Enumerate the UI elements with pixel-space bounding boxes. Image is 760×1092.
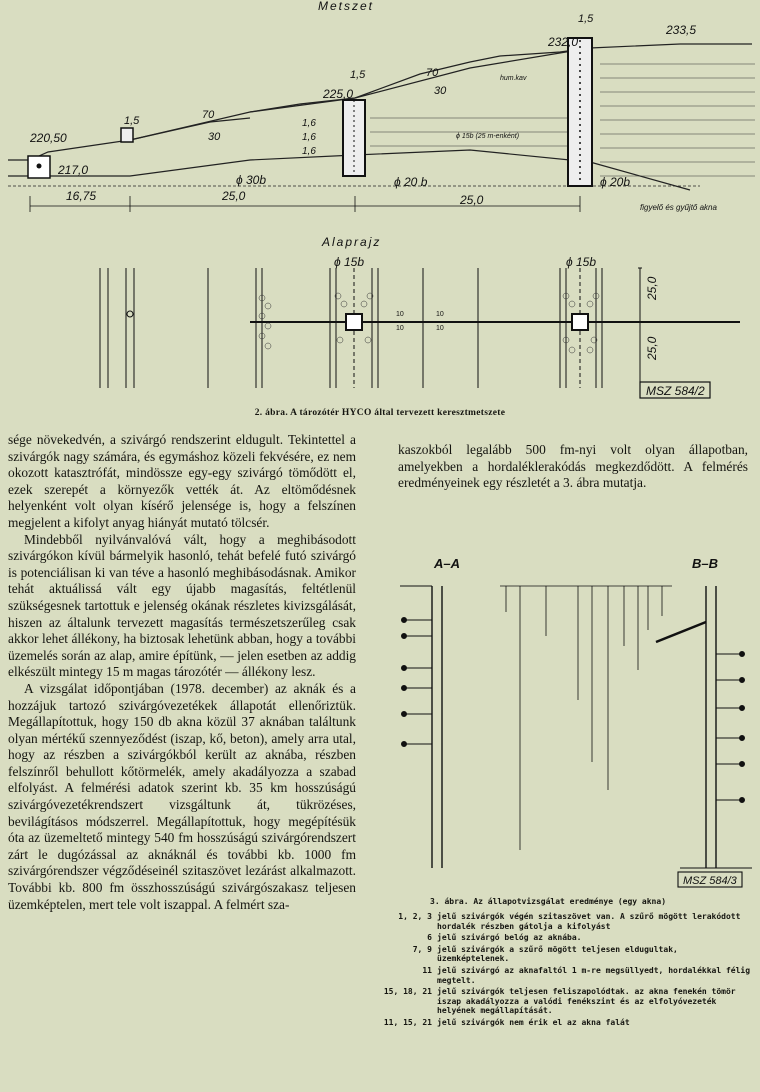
figure3-caption: 3. ábra. Az állapotvizsgálat eredménye (egy akna) [430, 897, 667, 906]
plan-title: Alaprajz [322, 235, 382, 249]
label-width-3: 1,5 [578, 13, 594, 25]
label-elev-2250: 225,0 [323, 87, 354, 101]
label-note-akna [640, 203, 717, 212]
label-plan-10c: 10 [396, 311, 404, 318]
label-plan-10a: 10 [436, 311, 444, 318]
figure2-drawing [0, 0, 760, 400]
legend-row [380, 987, 752, 1016]
label-step-2: 1,6 [302, 132, 316, 143]
pipes-bb [716, 652, 745, 803]
paragraph-left-2: Mindebből nyilvánvalóvá vált, hogy a meghibásodott szivárgókon kívül bármelyik hasonló, tehát befelé futó szivárgó is potenciálisan ki van téve a hasonló meghibásodásnak. Amikor tehát aktuálissá vált egy újabb magasítás, feltétlenül szükségesnek tartottuk e jelenség okának részletes kivizsgálását, hiszen az általunk tervezett magasítás természetszerűleg csak akkor lehet állékony, ha biztosak lehetünk abban, hogy a további üzemelés során az alap, amire építünk, — jelen esetben az addig elkészült mintegy 15 m magas tározótér — állékony lesz. [8, 531, 356, 680]
shaft-middle [343, 100, 365, 176]
standard-mark-fig2-text: MSZ 584/2 [646, 384, 705, 398]
legend-row [380, 933, 752, 943]
label-elev-2170: 217,0 [58, 163, 89, 177]
legend-text: jelű szivárgók teljesen feliszapolódtak. az akna fenekén tömör iszap akadályozza a valódi fenékszint és az elfolyóvezeték helyének megállapítását. [437, 987, 736, 1016]
legend-text: jelű szivárgó belóg az aknába. [437, 933, 582, 943]
label-dim-1675: 16,75 [66, 189, 97, 203]
legend-key: 11 [422, 965, 432, 975]
label-plan-250a: 25,0 [645, 276, 659, 300]
label-diameter-20b-a: ϕ 20 b [394, 175, 428, 189]
figure3-legend [380, 912, 752, 1028]
legend-key: 7, 9 [412, 944, 432, 954]
legend-key: 11, 15, 21 [383, 1017, 432, 1027]
paragraph-left-1: sége növekedvén, a szivárgó rendszerint eldugult. Tekintettel a szivárgók nagy számára, és egymáshoz közeli fekvésére, ez nem okozott katasztrófát, mindössze egy-egy szivárgó tömődött el, ezek szerepét a környezők vették át. Az eltömődésnek helyenként volt olyan kísérő jelensége is, hogy a felszínen megjelent a kifolyt anyag hiányát mutató tölcsér. [8, 432, 356, 530]
label-slope-70a: 70 [202, 109, 215, 121]
depth-dimensions [500, 586, 672, 850]
label-plan-250b: 25,0 [645, 336, 659, 360]
shaft-bb [656, 586, 716, 868]
shaft-left [28, 156, 50, 178]
label-elev-2205: 220,50 [30, 131, 67, 145]
label-diameter-30b: ϕ 30b [236, 173, 267, 187]
label-diameter-20b-b: ϕ 20b [600, 175, 631, 189]
label-step-3: 1,6 [302, 146, 316, 157]
legend-key: 15, 18, 21 [383, 987, 432, 997]
label-plan-10b: 10 [436, 325, 444, 332]
figure3-drawing [380, 550, 755, 890]
section-title: Metszet [318, 0, 375, 13]
standard-mark-fig2 [640, 382, 710, 398]
label-section-bb: B–B [692, 556, 719, 571]
label-slope-30a: 30 [208, 131, 221, 143]
figure2-caption: 2. ábra. A tározótér HYCO által tervezett keresztmetszete [254, 408, 506, 418]
body-right-column [398, 442, 748, 492]
legend-key: 1, 2, 3 [398, 912, 432, 921]
label-elev-2335: 233,5 [666, 23, 697, 37]
legend-row [380, 966, 752, 985]
legend-key: 6 [427, 933, 432, 943]
label-plan-10d: 10 [396, 325, 404, 332]
legend-text: jelű szivárgó az aknafaltól 1 m-re megsüllyedt, hordalékkal félig megtelt. [437, 965, 751, 985]
label-slope-70b: 70 [426, 67, 439, 79]
legend-text: jelű szivárgók nem érik el az akna falát [437, 1017, 630, 1027]
label-width-2: 1,5 [350, 69, 366, 81]
plan-view [100, 268, 740, 388]
shaft-aa [400, 586, 442, 868]
shaft-right [568, 38, 592, 186]
standard-mark-fig3-text: MSZ 584/3 [683, 875, 737, 887]
label-note-25m: ϕ 15b (25 m-enként) [456, 133, 520, 140]
label-step-1: 1,6 [302, 118, 316, 129]
label-plan-15b-b: ϕ 15b [566, 255, 597, 269]
standard-mark-fig3 [678, 872, 742, 887]
paragraph-right-1: kaszokból legalább 500 fm-nyi volt olyan állapotban, amelyekben a hordaléklerakódás megkezdődött. A felmérés eredményeinek egy részletét a 3. ábra mutatja. [398, 442, 748, 491]
paragraph-left-3: A vizsgálat időpontjában (1978. december) az aknák és a hozzájuk tartozó szivárgóvezetékek állapotát ellenőriztük. Megállapítottuk, hogy 150 db akna közül 37 aknában találtunk olyan mértékű szennyeződést (iszap, kő, beton), amely arra utal, hogy az részben a szivárgókból került az aknába, részben felszínről behullott kőtörmelék, amely akadályozza a szabad elfolyást. A felmérési adatok szerint kb. 35 km hosszúságú szivárgóvezetékrendszert vizsgáltunk át, tükrözéses, bevilágításos módszerrel. Megállapítottuk, hogy megépítésük óta az üzemeltető mintegy 540 fm hosszúságú szivárgórendszert zárt le dugózással az aknáknál és további kb. 1000 fm szivárgórendszer végződéseinél szitaszövet lezárást alkalmazott. További kb. 800 fm összhosszúságú szivárgószakasz teljesen üzemképtelen, mert tele volt iszappal. A felmért sza- [8, 680, 356, 912]
label-plan-15b-a: ϕ 15b [334, 255, 365, 269]
label-dim-250a: 25,0 [222, 189, 246, 203]
dimension-line [30, 196, 580, 212]
pipes-aa [402, 618, 433, 747]
label-section-aa: A–A [434, 556, 461, 571]
legend-text: jelű szivárgók végén szitaszövet van. A szűrő mögött lerakódott hordalék részben gátolja a kifolyást [437, 912, 741, 931]
label-humus: hum.kav [500, 75, 527, 82]
label-width-1: 1,5 [124, 115, 140, 127]
label-dim-250b: 25,0 [460, 193, 484, 207]
embankment-profile [8, 44, 752, 190]
label-elev-2320: 232,0 [548, 35, 579, 49]
legend-row [380, 912, 752, 931]
legend-row [380, 1018, 752, 1028]
shaft-upper-left [121, 128, 133, 142]
note-akna-text: figyelő és gyűjtő akna [640, 203, 717, 212]
legend-text: jelű szivárgók a szűrő mögött teljesen eldugultak, üzemképtelenek. [437, 944, 678, 964]
legend-row [380, 945, 752, 964]
body-left-column [8, 432, 356, 913]
label-slope-30b: 30 [434, 85, 447, 97]
